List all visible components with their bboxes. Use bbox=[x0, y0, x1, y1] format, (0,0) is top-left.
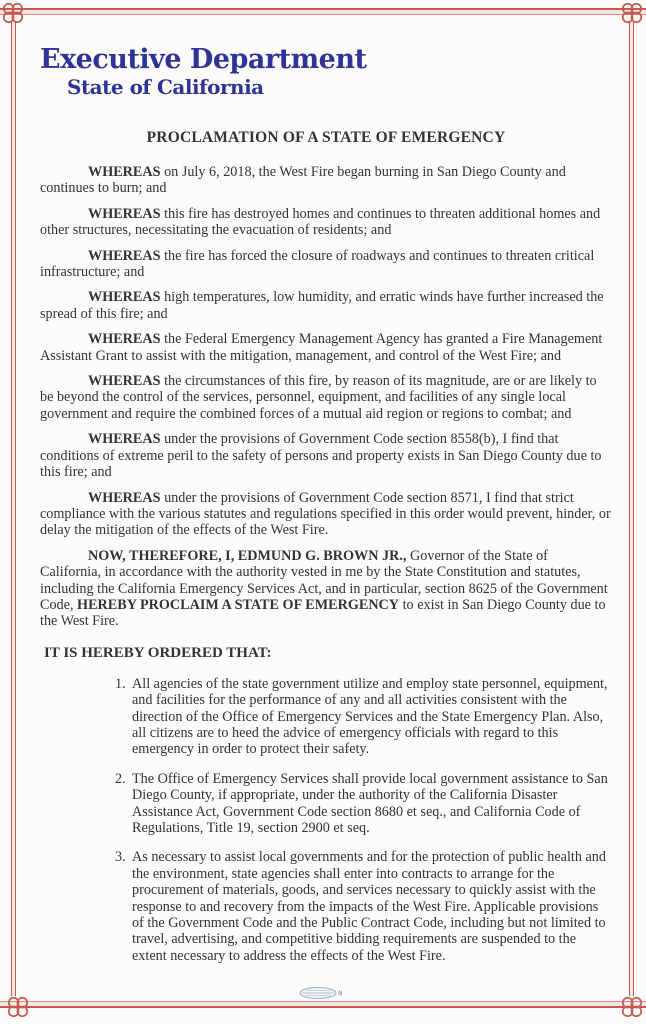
whereas-text: high temperatures, low humidity, and erratic winds have further increased the spread of this fire; and bbox=[40, 289, 604, 322]
whereas-lead: WHEREAS bbox=[88, 247, 161, 264]
ordered-item-text: All agencies of the state government utilize and employ state personnel, equipment, and facilities for the performance of any and all activities consistent with the direction of the Office of Emergency Services and the State Emergency Plan. Also, all citizens are to heed the advice of emergency officials with regard to this emergency in order to protect their safety. bbox=[132, 675, 608, 758]
ordered-item bbox=[115, 771, 612, 837]
whereas-lead: WHEREAS bbox=[88, 431, 161, 448]
knot-ornament-icon bbox=[619, 0, 645, 26]
proclamation-paragraph bbox=[40, 548, 612, 630]
whereas-lead: WHEREAS bbox=[88, 164, 161, 180]
ordered-item bbox=[115, 676, 612, 758]
border-top-rule bbox=[0, 8, 646, 15]
whereas-text: this fire has destroyed homes and continues to threaten additional homes and other structures, necessitating the evacuation of residents; and bbox=[40, 205, 601, 239]
proclamation-body: Governor of the State of California, in accordance with the authority vested in me by the State Constitution and statutes, including the California Emergency Services Act, and in particular, section 8625 of the Government Code, bbox=[40, 547, 608, 613]
whereas-text: under the provisions of Government Code section 8571, I find that strict compliance with the various statutes and regulations specified in this order would prevent, hinder, or delay the mitigation of the effects of the West Fire. bbox=[40, 489, 611, 539]
ordered-item-text: The Office of Emergency Services shall provide local government assistance to San Diego County, if appropriate, under the authority of the California Disaster Assistance Act, Government Code section 8680 et seq., and California Code of Regulations, Title 19, section 2900 et seq. bbox=[132, 770, 608, 836]
whereas-paragraph bbox=[40, 431, 612, 480]
whereas-text: the Federal Emergency Management Agency has granted a Fire Management Assistant Grant to assist with the mitigation, management, and control of the West Fire; and bbox=[40, 331, 603, 364]
border-left-rule bbox=[11, 22, 16, 996]
letterhead-department: Executive Department bbox=[40, 44, 367, 75]
knot-ornament-icon bbox=[5, 994, 31, 1020]
ordered-item bbox=[115, 849, 612, 964]
ordered-item-number: 2. bbox=[115, 770, 126, 787]
ordered-item-number: 3. bbox=[115, 849, 126, 866]
whereas-paragraph bbox=[40, 248, 612, 281]
whereas-paragraph bbox=[40, 331, 612, 364]
letterhead-state: State of California bbox=[67, 75, 264, 99]
whereas-paragraph bbox=[40, 206, 612, 239]
whereas-text: the fire has forced the closure of roadways and continues to threaten critical infrastructure; and bbox=[40, 247, 595, 281]
ordered-heading: IT IS HEREBY ORDERED THAT: bbox=[44, 644, 272, 661]
whereas-paragraph bbox=[40, 490, 612, 539]
ordered-item-number: 1. bbox=[115, 675, 126, 692]
proclamation-opening: NOW, THEREFORE, I, EDMUND G. BROWN JR., bbox=[88, 547, 407, 564]
border-right-rule bbox=[629, 22, 634, 996]
whereas-lead: WHEREAS bbox=[88, 205, 161, 222]
ordered-list bbox=[115, 676, 612, 965]
whereas-lead: WHEREAS bbox=[88, 373, 161, 390]
knot-ornament-icon bbox=[619, 994, 645, 1020]
union-printer-bug-icon bbox=[297, 984, 349, 1002]
knot-ornament-icon bbox=[0, 0, 26, 26]
proclamation-closing: to exist in San Diego County due to the West Fire. bbox=[40, 596, 606, 630]
whereas-text: the circumstances of this fire, by reason of its magnitude, are or are likely to be beyond the control of the services, personnel, equipment, and facilities of any single local government and require the combined forces of a mutual aid region or regions to combat; and bbox=[40, 373, 597, 422]
border-bottom-rule bbox=[0, 1001, 646, 1008]
ordered-item-text: As necessary to assist local governments and for the protection of public health and the environment, state agencies shall enter into contracts to arrange for the procurement of materials, goods, and services necessary to quickly assist with the response to and recovery from the impacts of the West Fire. Applicable provisions of the Government Code and the Public Contract Code, including but not limited to travel, advertising, and competitive bidding requirements are suspended to the extent necessary to address the effects of the West Fire. bbox=[132, 849, 606, 964]
whereas-lead: WHEREAS bbox=[88, 489, 161, 506]
whereas-paragraph bbox=[40, 289, 612, 322]
document-content bbox=[40, 44, 612, 977]
document-title: PROCLAMATION OF A STATE OF EMERGENCY bbox=[146, 129, 506, 146]
whereas-lead: WHEREAS bbox=[88, 331, 161, 348]
whereas-text: on July 6, 2018, the West Fire began burning in San Diego County and continues to burn; and bbox=[40, 164, 566, 197]
whereas-paragraph bbox=[40, 373, 612, 422]
proclamation-declaration: HEREBY PROCLAIM A STATE OF EMERGENCY bbox=[77, 596, 400, 613]
whereas-lead: WHEREAS bbox=[88, 289, 161, 306]
whereas-paragraph bbox=[40, 164, 612, 197]
whereas-text: under the provisions of Government Code section 8558(b), I find that conditions of extreme peril to the safety of persons and property exists in San Diego County due to this fire; and bbox=[40, 431, 602, 481]
